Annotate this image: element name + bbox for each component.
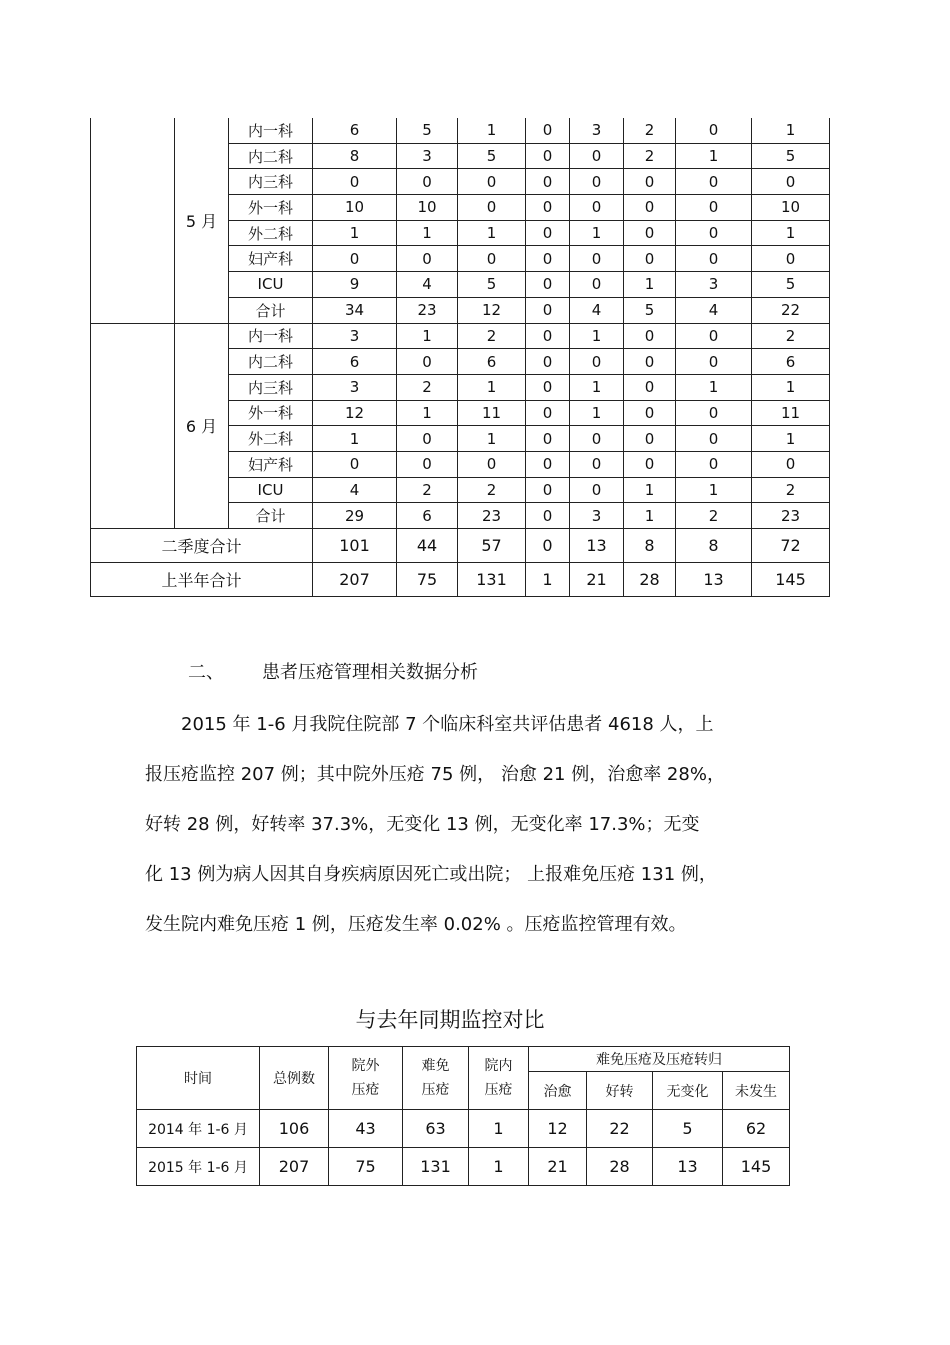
value-cell: 1 [458, 220, 526, 246]
value-cell: 75 [397, 563, 458, 597]
value-cell: 5 [653, 1110, 723, 1148]
header-time: 时间 [137, 1047, 260, 1110]
table-row [91, 118, 830, 143]
value-cell: 0 [526, 503, 570, 529]
value-cell: 0 [397, 246, 458, 272]
value-cell: 1 [397, 220, 458, 246]
value-cell: 5 [397, 118, 458, 143]
header-outside [329, 1047, 403, 1110]
value-cell: 0 [624, 220, 676, 246]
value-cell: 1 [752, 220, 830, 246]
value-cell: 106 [260, 1110, 329, 1148]
value-cell: 8 [676, 529, 752, 563]
value-cell: 0 [526, 297, 570, 323]
value-cell: 22 [752, 297, 830, 323]
value-cell: 101 [313, 529, 397, 563]
value-cell: 2 [397, 374, 458, 400]
comparison-table [136, 1046, 790, 1186]
value-cell: 1 [624, 272, 676, 298]
value-cell: 5 [752, 143, 830, 169]
paragraph-line: 报压疮监控 207 例；其中院外压疮 75 例， 治愈 21 例，治愈率 28%， [145, 764, 725, 785]
section-heading [188, 658, 478, 684]
value-cell: 0 [570, 143, 624, 169]
value-cell: 0 [526, 400, 570, 426]
value-cell: 0 [313, 246, 397, 272]
value-cell: 0 [526, 349, 570, 375]
value-cell: 23 [752, 503, 830, 529]
value-cell: 1 [526, 563, 570, 597]
value-cell: 10 [752, 195, 830, 221]
value-cell: 6 [458, 349, 526, 375]
value-cell: 3 [570, 118, 624, 143]
value-cell: 0 [624, 451, 676, 477]
header-inside [469, 1047, 529, 1110]
blank-cell [91, 323, 175, 529]
dept-label: 外一科 [229, 400, 313, 426]
value-cell: 0 [624, 195, 676, 221]
dept-label: ICU [229, 272, 313, 298]
value-cell: 1 [469, 1110, 529, 1148]
dept-label: 内三科 [229, 169, 313, 195]
value-cell: 0 [624, 400, 676, 426]
value-cell: 8 [313, 143, 397, 169]
dept-label: 外二科 [229, 426, 313, 452]
value-cell: 0 [458, 246, 526, 272]
value-cell: 57 [458, 529, 526, 563]
value-cell: 1 [458, 426, 526, 452]
value-cell: 1 [676, 143, 752, 169]
dept-label: 外二科 [229, 220, 313, 246]
value-cell: 23 [458, 503, 526, 529]
value-cell: 12 [313, 400, 397, 426]
header-outside-line: 院外 [351, 1058, 380, 1074]
value-cell: 29 [313, 503, 397, 529]
dept-label: 妇产科 [229, 246, 313, 272]
value-cell: 1 [397, 400, 458, 426]
value-cell: 4 [397, 272, 458, 298]
header-group: 难免压疮及压疮转归 [529, 1047, 790, 1072]
value-cell: 75 [329, 1148, 403, 1186]
paragraph-line: 化 13 例为病人因其自身疾病原因死亡或出院； 上报难免压疮 131 例， [145, 864, 717, 885]
value-cell: 28 [587, 1148, 653, 1186]
value-cell: 0 [526, 477, 570, 503]
value-cell: 0 [570, 272, 624, 298]
value-cell: 1 [469, 1148, 529, 1186]
header-sub: 治愈 [529, 1072, 587, 1110]
value-cell: 2 [624, 118, 676, 143]
value-cell: 12 [458, 297, 526, 323]
value-cell: 0 [570, 477, 624, 503]
value-cell: 2 [624, 143, 676, 169]
value-cell: 0 [676, 323, 752, 349]
value-cell: 0 [676, 118, 752, 143]
value-cell: 0 [313, 451, 397, 477]
value-cell: 2 [397, 477, 458, 503]
table-row [137, 1148, 790, 1186]
value-cell: 0 [624, 323, 676, 349]
value-cell: 0 [397, 426, 458, 452]
value-cell: 34 [313, 297, 397, 323]
value-cell: 10 [397, 195, 458, 221]
comparison-title [0, 1004, 900, 1034]
value-cell: 145 [752, 563, 830, 597]
header-outside-line: 压疮 [351, 1082, 380, 1098]
value-cell: 9 [313, 272, 397, 298]
value-cell: 0 [458, 169, 526, 195]
value-cell: 3 [313, 374, 397, 400]
value-cell: 44 [397, 529, 458, 563]
value-cell: 4 [676, 297, 752, 323]
value-cell: 3 [313, 323, 397, 349]
value-cell: 0 [526, 118, 570, 143]
value-cell: 0 [676, 195, 752, 221]
value-cell: 1 [570, 220, 624, 246]
value-cell: 1 [458, 374, 526, 400]
value-cell: 0 [397, 169, 458, 195]
monthly-data-table [90, 118, 830, 597]
value-cell: 0 [624, 349, 676, 375]
value-cell: 0 [570, 246, 624, 272]
value-cell: 1 [676, 374, 752, 400]
paragraph-line: 发生院内难免压疮 1 例，压疮发生率 0.02% 。压疮监控管理有效。 [145, 914, 687, 935]
value-cell: 5 [752, 272, 830, 298]
total-row [91, 563, 830, 597]
value-cell: 1 [752, 118, 830, 143]
value-cell: 21 [570, 563, 624, 597]
value-cell: 131 [458, 563, 526, 597]
period-label: 2014 年 1-6 月 [137, 1110, 260, 1148]
value-cell: 1 [570, 400, 624, 426]
value-cell: 0 [676, 349, 752, 375]
dept-label: 内一科 [229, 323, 313, 349]
value-cell: 0 [676, 246, 752, 272]
header-sub: 无变化 [653, 1072, 723, 1110]
value-cell: 62 [723, 1110, 790, 1148]
value-cell: 1 [313, 426, 397, 452]
value-cell: 0 [676, 220, 752, 246]
paragraph-line: 2015 年 1-6 月我院住院部 7 个临床科室共评估患者 4618 人，上 [181, 714, 714, 735]
value-cell: 0 [676, 426, 752, 452]
value-cell: 10 [313, 195, 397, 221]
header-unavoidable-line: 难免 [421, 1058, 450, 1074]
value-cell: 3 [676, 272, 752, 298]
dept-label: 合计 [229, 297, 313, 323]
value-cell: 5 [624, 297, 676, 323]
value-cell: 11 [458, 400, 526, 426]
value-cell: 6 [752, 349, 830, 375]
value-cell: 0 [526, 451, 570, 477]
value-cell: 8 [624, 529, 676, 563]
value-cell: 207 [260, 1148, 329, 1186]
value-cell: 1 [570, 323, 624, 349]
value-cell: 0 [526, 323, 570, 349]
value-cell: 1 [624, 503, 676, 529]
value-cell: 1 [313, 220, 397, 246]
value-cell: 0 [676, 169, 752, 195]
value-cell: 13 [653, 1148, 723, 1186]
dept-label: ICU [229, 477, 313, 503]
value-cell: 0 [313, 169, 397, 195]
value-cell: 0 [526, 426, 570, 452]
value-cell: 0 [397, 349, 458, 375]
value-cell: 4 [570, 297, 624, 323]
value-cell: 0 [526, 374, 570, 400]
value-cell: 0 [458, 451, 526, 477]
value-cell: 0 [526, 195, 570, 221]
section-title: 患者压疮管理相关数据分析 [262, 662, 478, 683]
table-row [137, 1110, 790, 1148]
header-unavoidable [403, 1047, 469, 1110]
value-cell: 131 [403, 1148, 469, 1186]
value-cell: 2 [458, 477, 526, 503]
table-row [91, 323, 830, 349]
value-cell: 0 [570, 451, 624, 477]
total-label: 二季度合计 [91, 529, 313, 563]
value-cell: 3 [570, 503, 624, 529]
value-cell: 12 [529, 1110, 587, 1148]
month-label: 5 月 [175, 118, 229, 323]
value-cell: 0 [676, 451, 752, 477]
value-cell: 0 [570, 426, 624, 452]
value-cell: 0 [526, 220, 570, 246]
header-unavoidable-line: 压疮 [421, 1082, 450, 1098]
header-sub: 未发生 [723, 1072, 790, 1110]
value-cell: 6 [313, 349, 397, 375]
dept-label: 内二科 [229, 349, 313, 375]
value-cell: 5 [458, 272, 526, 298]
value-cell: 5 [458, 143, 526, 169]
value-cell: 23 [397, 297, 458, 323]
value-cell: 0 [752, 246, 830, 272]
value-cell: 0 [624, 374, 676, 400]
value-cell: 0 [624, 246, 676, 272]
value-cell: 11 [752, 400, 830, 426]
value-cell: 0 [624, 169, 676, 195]
value-cell: 0 [458, 195, 526, 221]
analysis-paragraph [145, 704, 815, 954]
value-cell: 4 [313, 477, 397, 503]
dept-label: 外一科 [229, 195, 313, 221]
value-cell: 0 [752, 451, 830, 477]
value-cell: 63 [403, 1110, 469, 1148]
value-cell: 1 [397, 323, 458, 349]
value-cell: 6 [397, 503, 458, 529]
dept-label: 内三科 [229, 374, 313, 400]
value-cell: 0 [676, 400, 752, 426]
value-cell: 1 [458, 118, 526, 143]
dept-label: 内二科 [229, 143, 313, 169]
value-cell: 21 [529, 1148, 587, 1186]
total-row [91, 529, 830, 563]
dept-label: 妇产科 [229, 451, 313, 477]
value-cell: 0 [570, 349, 624, 375]
header-total: 总例数 [260, 1047, 329, 1110]
header-sub: 好转 [587, 1072, 653, 1110]
value-cell: 13 [570, 529, 624, 563]
value-cell: 0 [526, 246, 570, 272]
header-inside-line: 院内 [484, 1058, 513, 1074]
value-cell: 43 [329, 1110, 403, 1148]
comparison-title-text: 与去年同期监控对比 [355, 1008, 545, 1032]
value-cell: 1 [752, 374, 830, 400]
period-label: 2015 年 1-6 月 [137, 1148, 260, 1186]
dept-label: 合计 [229, 503, 313, 529]
value-cell: 2 [458, 323, 526, 349]
dept-label: 内一科 [229, 118, 313, 143]
value-cell: 0 [570, 169, 624, 195]
value-cell: 0 [526, 169, 570, 195]
value-cell: 6 [313, 118, 397, 143]
value-cell: 3 [397, 143, 458, 169]
value-cell: 72 [752, 529, 830, 563]
value-cell: 28 [624, 563, 676, 597]
value-cell: 0 [752, 169, 830, 195]
value-cell: 2 [752, 477, 830, 503]
value-cell: 0 [397, 451, 458, 477]
value-cell: 13 [676, 563, 752, 597]
value-cell: 1 [676, 477, 752, 503]
value-cell: 2 [676, 503, 752, 529]
month-label: 6 月 [175, 323, 229, 529]
value-cell: 207 [313, 563, 397, 597]
value-cell: 1 [752, 426, 830, 452]
value-cell: 1 [624, 477, 676, 503]
value-cell: 1 [570, 374, 624, 400]
paragraph-line: 好转 28 例，好转率 37.3%，无变化 13 例，无变化率 17.3%；无变 [145, 814, 700, 835]
value-cell: 0 [570, 195, 624, 221]
value-cell: 0 [526, 529, 570, 563]
value-cell: 0 [526, 143, 570, 169]
total-label: 上半年合计 [91, 563, 313, 597]
value-cell: 2 [752, 323, 830, 349]
value-cell: 0 [624, 426, 676, 452]
section-number: 二、 [188, 662, 224, 683]
blank-cell [91, 118, 175, 323]
header-inside-line: 压疮 [484, 1082, 513, 1098]
value-cell: 0 [526, 272, 570, 298]
value-cell: 22 [587, 1110, 653, 1148]
value-cell: 145 [723, 1148, 790, 1186]
